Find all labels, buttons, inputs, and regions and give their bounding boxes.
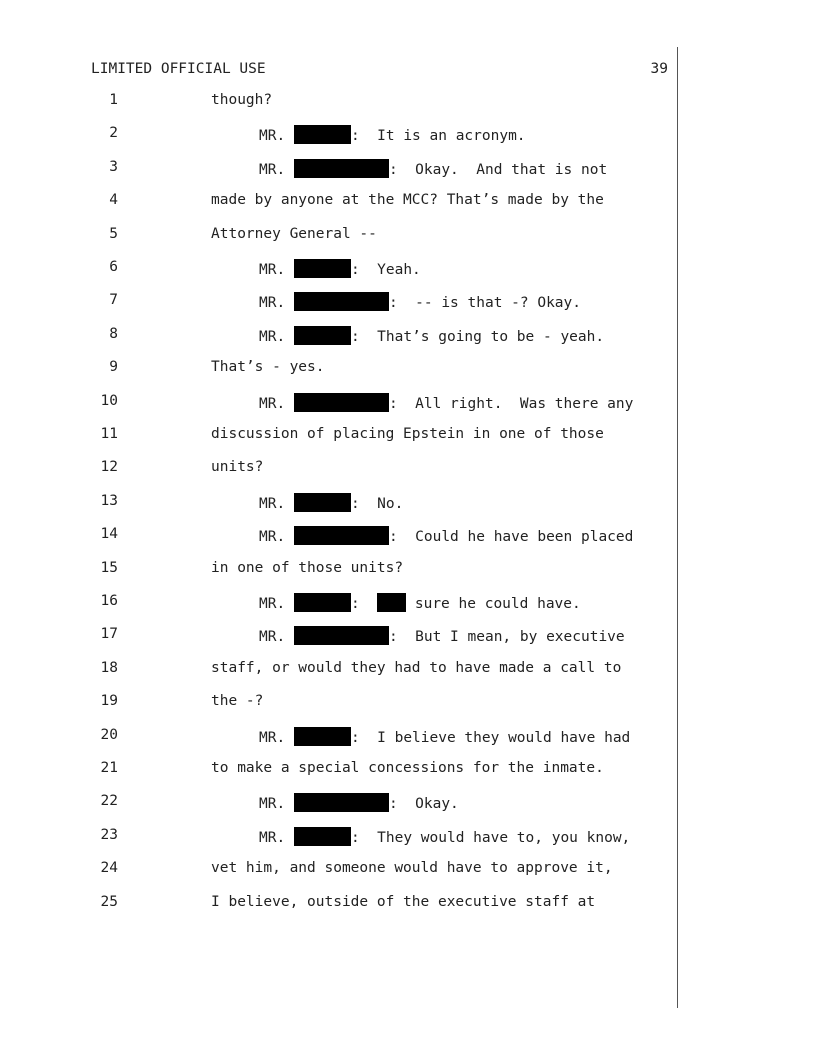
line-number: 24: [100, 860, 118, 876]
speaker-prefix: MR.: [259, 596, 286, 612]
utterance-text: : That’s going to be - yeah.: [350, 329, 605, 345]
line-number: 11: [100, 426, 118, 442]
line-number: 13: [100, 493, 118, 509]
line-number: 3: [109, 159, 118, 175]
speaker-prefix: MR.: [259, 295, 286, 311]
transcript-line: [259, 159, 607, 178]
line-number: 23: [100, 827, 118, 843]
utterance-text: : -- is that -? Okay.: [388, 295, 581, 311]
redacted-speaker-name: [294, 526, 389, 545]
transcript-line: [259, 793, 459, 812]
utterance-text: : All right. Was there any: [388, 396, 634, 412]
line-number: 7: [109, 292, 118, 308]
transcript-line: [259, 526, 633, 545]
line-number: 20: [100, 727, 118, 743]
transcript-line: [259, 727, 630, 746]
transcript-line: [259, 393, 633, 412]
line-number: 18: [100, 660, 118, 676]
line-number: 6: [109, 259, 118, 275]
right-margin-rule: [677, 47, 678, 1008]
page-number: 39: [650, 61, 668, 77]
speaker-prefix: MR.: [259, 796, 286, 812]
transcript-line: in one of those units?: [211, 560, 404, 576]
transcript-line: [259, 292, 581, 311]
speaker-prefix: MR.: [259, 830, 286, 846]
speaker-prefix: MR.: [259, 262, 286, 278]
transcript-line: [259, 593, 581, 612]
line-number: 19: [100, 693, 118, 709]
transcript-line: [259, 827, 630, 846]
speaker-prefix: MR.: [259, 162, 286, 178]
utterance-text: : But I mean, by executive: [388, 629, 625, 645]
line-number: 15: [100, 560, 118, 576]
transcript-line: vet him, and someone would have to approve it,: [211, 860, 613, 876]
redacted-speaker-name: [294, 793, 389, 812]
utterance-text: : Okay. And that is not: [388, 162, 608, 178]
line-number: 10: [100, 393, 118, 409]
transcript-line: [259, 493, 403, 512]
line-number: 25: [100, 894, 118, 910]
transcript-line: I believe, outside of the executive staff at: [211, 894, 596, 910]
speaker-prefix: MR.: [259, 396, 286, 412]
utterance-text: : Okay.: [388, 796, 459, 812]
line-number: 1: [109, 92, 118, 108]
speaker-prefix: MR.: [259, 529, 286, 545]
redacted-speaker-name: [294, 259, 351, 278]
redacted-speaker-name: [294, 125, 351, 144]
utterance-text: : No.: [350, 496, 404, 512]
redacted-speaker-name: [294, 493, 351, 512]
utterance-text-cont: sure he could have.: [406, 596, 581, 612]
speaker-prefix: MR.: [259, 730, 286, 746]
line-number: 9: [109, 359, 118, 375]
redacted-text: [377, 593, 406, 612]
speaker-prefix: MR.: [259, 128, 286, 144]
transcript-line: [259, 626, 625, 645]
redacted-speaker-name: [294, 292, 389, 311]
transcript-line: to make a special concessions for the inmate.: [211, 760, 604, 776]
speaker-prefix: MR.: [259, 496, 286, 512]
line-number: 8: [109, 326, 118, 342]
classification-header: LIMITED OFFICIAL USE: [91, 61, 266, 77]
line-number: 4: [109, 192, 118, 208]
transcript-line: discussion of placing Epstein in one of those: [211, 426, 604, 442]
transcript-line: [259, 125, 526, 144]
transcript-line: staff, or would they had to have made a call to: [211, 660, 622, 676]
line-number: 12: [100, 459, 118, 475]
utterance-text: : They would have to, you know,: [350, 830, 631, 846]
speaker-prefix: MR.: [259, 629, 286, 645]
line-number: 22: [100, 793, 118, 809]
line-number: 21: [100, 760, 118, 776]
speaker-prefix: MR.: [259, 329, 286, 345]
line-number: 5: [109, 226, 118, 242]
redacted-speaker-name: [294, 326, 351, 345]
line-number: 14: [100, 526, 118, 542]
transcript-line: That’s - yes.: [211, 359, 325, 375]
line-number: 17: [100, 626, 118, 642]
redacted-speaker-name: [294, 393, 389, 412]
redacted-speaker-name: [294, 626, 389, 645]
line-number: 2: [109, 125, 118, 141]
transcript-line: units?: [211, 459, 264, 475]
transcript-line: [259, 326, 604, 345]
transcript-line: [259, 259, 421, 278]
redacted-speaker-name: [294, 593, 351, 612]
transcript-line: the -?: [211, 693, 264, 709]
line-number: 16: [100, 593, 118, 609]
utterance-text: : It is an acronym.: [350, 128, 526, 144]
transcript-line: made by anyone at the MCC? That’s made by the: [211, 192, 604, 208]
redacted-speaker-name: [294, 727, 351, 746]
redacted-speaker-name: [294, 827, 351, 846]
utterance-text: :: [350, 596, 378, 612]
transcript-line: Attorney General --: [211, 226, 377, 242]
redacted-speaker-name: [294, 159, 389, 178]
utterance-text: : Could he have been placed: [388, 529, 634, 545]
utterance-text: : Yeah.: [350, 262, 421, 278]
utterance-text: : I believe they would have had: [350, 730, 631, 746]
transcript-line: though?: [211, 92, 273, 108]
